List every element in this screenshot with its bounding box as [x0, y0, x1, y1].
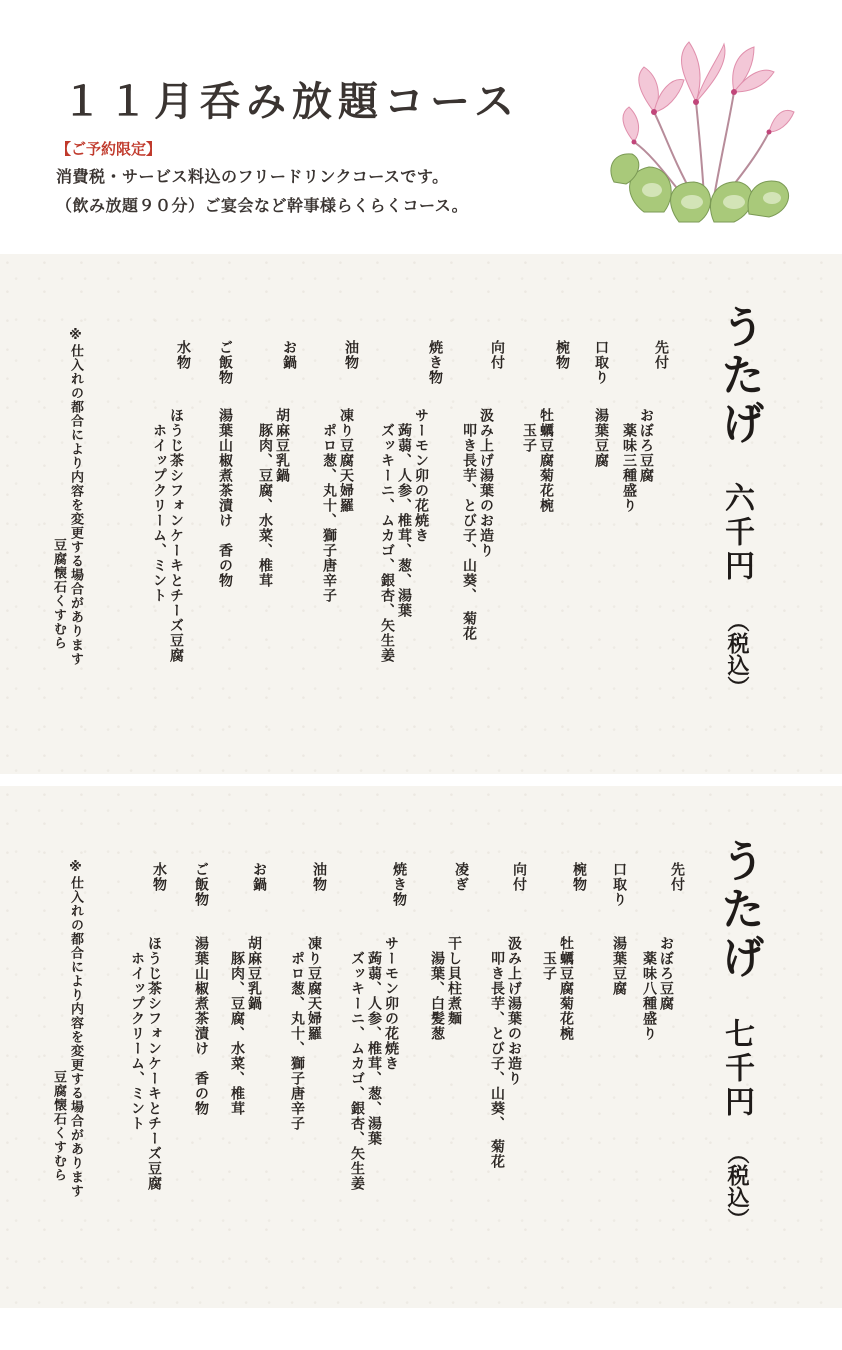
dish-text: 汲み上げ湯葉のお造り 叩き長芋、とび子、山葵、 菊花	[461, 408, 494, 641]
dish-text: サーモン卯の花焼き 蒟蒻、人参、椎茸、葱、湯葉 ズッキーニ、ムカゴ、銀杏、矢生姜	[349, 936, 399, 1191]
category-label: 椀物	[554, 340, 570, 370]
category-label: 口取り	[593, 340, 609, 385]
course-panel-1	[0, 254, 842, 774]
category-label: 凌ぎ	[453, 862, 469, 892]
dish-text: 胡麻豆乳鍋 豚肉、豆腐、水菜、椎茸	[257, 408, 290, 588]
course-price: 七千円	[719, 1018, 754, 1120]
category-label: 椀物	[571, 862, 587, 892]
dish-text: サーモン卯の花焼き 蒟蒻、人参、椎茸、葱、湯葉 ズッキーニ、ムカゴ、銀杏、矢生姜	[379, 408, 429, 663]
cyclamen-flower-illustration	[604, 22, 804, 232]
dish-text: おぼろ豆腐 薬味三種盛り	[621, 408, 654, 513]
disclaimer-note: ※仕入れの都合により内容を変更する場合があります 豆腐懐石くすむら	[51, 328, 83, 666]
dish-text: 湯葉豆腐	[611, 936, 627, 996]
course-name: うたげ	[713, 304, 764, 448]
category-label: 焼き物	[427, 340, 443, 385]
disclaimer-note: ※仕入れの都合により内容を変更する場合があります 豆腐懐石くすむら	[51, 860, 83, 1198]
tax-label: （税込）	[724, 610, 749, 698]
dish-text: 湯葉山椒煮茶漬け 香の物	[217, 408, 233, 588]
category-label: 油物	[311, 862, 327, 892]
course-name: うたげ	[713, 838, 764, 982]
dish-text: 湯葉山椒煮茶漬け 香の物	[193, 936, 209, 1116]
dish-text: 汲み上げ湯葉のお造り 叩き長芋、とび子、山葵、 菊花	[489, 936, 522, 1169]
reservation-label: 【ご予約限定】	[56, 140, 162, 158]
category-label: 水物	[151, 862, 167, 892]
dish-text: 干し貝柱煮麺 湯葉、白髪葱	[429, 936, 462, 1041]
category-label: 焼き物	[391, 862, 407, 907]
category-label: ご飯物	[193, 862, 209, 907]
dish-text: 凍り豆腐天婦羅 ポロ葱、丸十、獅子唐辛子	[321, 408, 354, 603]
category-label: 向付	[489, 340, 505, 370]
course-price: 六千円	[719, 482, 754, 584]
category-label: 油物	[343, 340, 359, 370]
dish-text: 凍り豆腐天婦羅 ポロ葱、丸十、獅子唐辛子	[289, 936, 322, 1131]
category-label: お鍋	[251, 862, 267, 892]
course-panel-2	[0, 786, 842, 1308]
dish-text: 牡蠣豆腐菊花椀 玉子	[521, 408, 554, 513]
category-label: 先付	[669, 862, 685, 892]
dish-text: 胡麻豆乳鍋 豚肉、豆腐、水菜、椎茸	[229, 936, 262, 1116]
category-label: お鍋	[281, 340, 297, 370]
category-label: 向付	[511, 862, 527, 892]
dish-text: 牡蠣豆腐菊花椀 玉子	[541, 936, 574, 1041]
dish-text: ほうじ茶シフォンケーキとチーズ豆腐 ホイップクリーム、ミント	[151, 408, 184, 663]
category-label: 口取り	[611, 862, 627, 907]
description-line-2: （飲み放題９０分）ご宴会など幹事様らくらくコース。	[56, 196, 469, 215]
page-title: １１月呑み放題コース	[62, 79, 520, 125]
dish-text: ほうじ茶シフォンケーキとチーズ豆腐 ホイップクリーム、ミント	[129, 936, 162, 1191]
dish-text: 湯葉豆腐	[593, 408, 609, 468]
category-label: ご飯物	[217, 340, 233, 385]
tax-label: （税込）	[724, 1142, 749, 1230]
dish-text: おぼろ豆腐 薬味八種盛り	[641, 936, 674, 1041]
description-line-1: 消費税・サービス料込のフリードリンクコースです。	[56, 167, 449, 186]
category-label: 水物	[175, 340, 191, 370]
page-header	[0, 0, 842, 252]
category-label: 先付	[653, 340, 669, 370]
